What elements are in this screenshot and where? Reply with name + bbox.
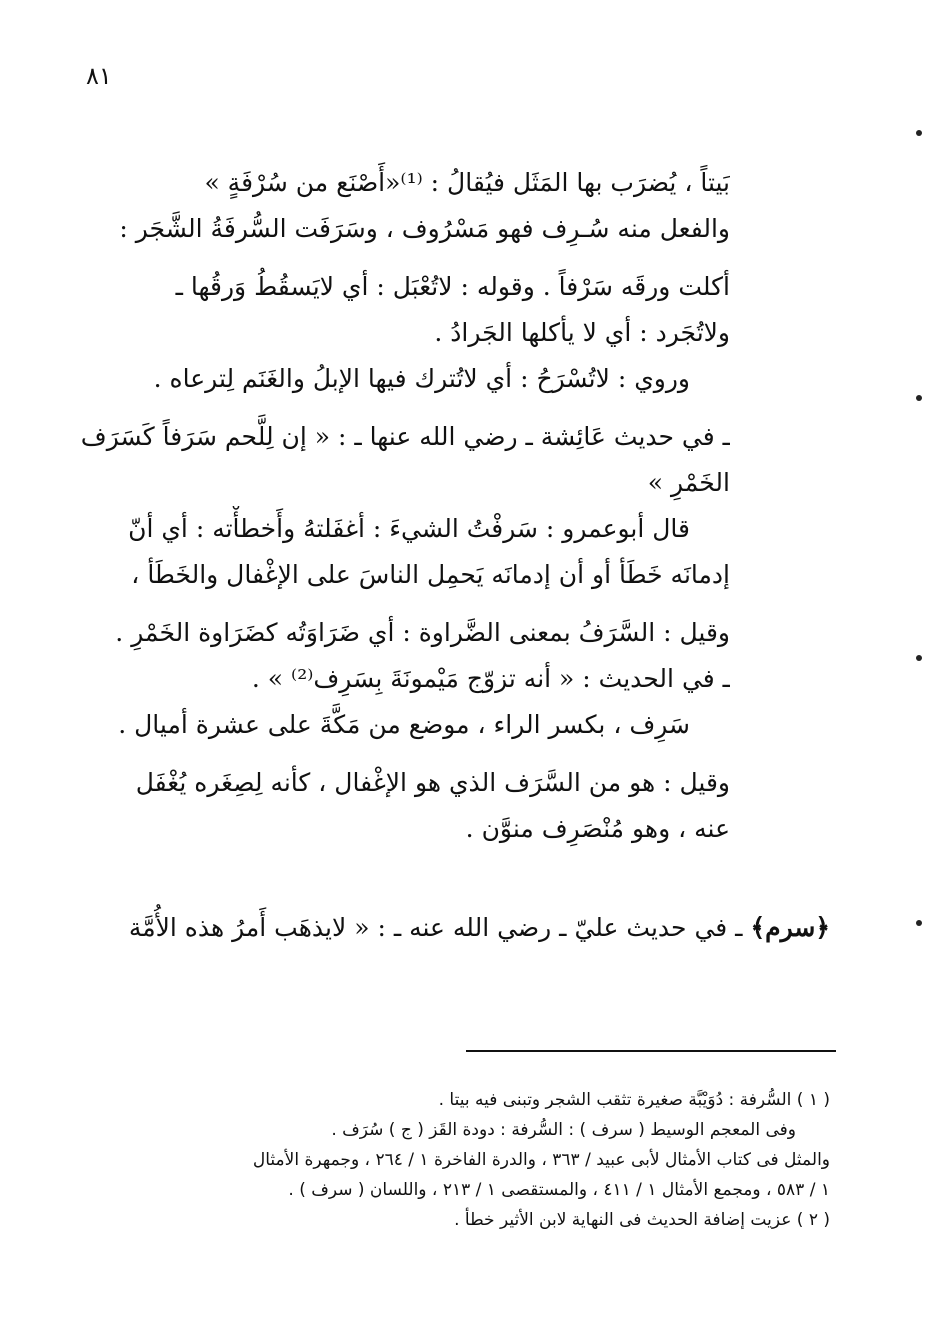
- margin-mark: [916, 920, 922, 926]
- text-line: أكلت ورقَه سَرْفاً . وقوله : لاتُعْبَل : أي لايَسقُطُ وَرقُها ـ: [175, 272, 730, 301]
- margin-mark: [916, 395, 922, 401]
- entry-line: [70, 905, 830, 951]
- entry-headword: ﴿سرم﴾: [750, 913, 830, 942]
- text-line: وروي : لاتُسْرَحُ : أي لاتُترك فيها الإبلُ والغَنَم لِترعاه .: [153, 364, 690, 393]
- footnotes: [70, 1085, 830, 1235]
- margin-mark: [916, 655, 922, 661]
- margin-mark: [916, 130, 922, 136]
- footnote-line: ١ / ٥٨٣ ، ومجمع الأمثال ١ / ٤١١ ، والمستقصى ١ / ٢١٣ ، واللسان ( سرف ) .: [288, 1180, 830, 1200]
- main-text: [70, 160, 730, 852]
- footnote-line: والمثل فى كتاب الأمثال لأبى عبيد / ٣٦٣ ، والدرة الفاخرة ١ / ٢٦٤ ، وجمهرة الأمثال: [252, 1150, 830, 1170]
- text-line: إدمانَه خَطَأ أو أن إدمانَه يَحمِل الناسَ على الإغْفال والخَطَأ ،: [131, 560, 730, 589]
- text-line: الخَمْرِ »: [647, 468, 730, 497]
- text-line: ـ في الحديث : « أنه تزوّج مَيْمونَةَ بِسَرِف⁽²⁾ » .: [251, 664, 730, 693]
- text-line: قال أبوعمرو : سَرفْتُ الشيءَ : أغفَلتهُ وأَخطأْته : أي أنّ: [128, 514, 690, 543]
- text-line: سَرِف ، بكسر الراء ، موضع من مَكَّةَ على عشرة أميال .: [118, 710, 690, 739]
- text-line: بَيتاً ، يُضرَب بها المَثَل فيُقالُ : ⁽¹⁾«أَصْنَع من سُرْفَةٍ »: [204, 168, 730, 197]
- text-line: والفعل منه سُـرِف فهو مَسْرُوف ، وسَرَفَت السُّرفَةُ الشَّجَر :: [119, 214, 730, 243]
- footnote-divider: [466, 1050, 836, 1052]
- text-line: عنه ، وهو مُنْصَرِف منوَّن .: [465, 814, 730, 843]
- entry-text: ـ في حديث عليّ ـ رضي الله عنه ـ : « لايذهَب أَمرُ هذه الأُمَّة: [128, 913, 743, 942]
- text-line: ولاتُجَرد : أي لا يأكلها الجَرادُ .: [434, 318, 730, 347]
- footnote-line: وفى المعجم الوسيط ( سرف ) : السُّرفة : دودة القَز ( ج ) سُرَف .: [331, 1120, 796, 1140]
- text-line: وقيل : السَّرَفُ بمعنى الضَّراوة : أي ضَرَاوَتُه كضَرَاوة الخَمْرِ .: [115, 618, 730, 647]
- footnote-line: ( ١ ) السُّرفة : دُوَيْبَّة صغيرة تثقب الشجر وتبنى فيه بيتا .: [438, 1090, 830, 1110]
- page-number: ٨١: [86, 62, 112, 90]
- footnote-line: ( ٢ ) عزيت إضافة الحديث فى النهاية لابن الأثير خطأ .: [454, 1210, 830, 1230]
- text-line: ـ في حديث عَائِشة ـ رضي الله عنها ـ : « إن لِلَّحم سَرَفاً كَسَرَف: [80, 422, 730, 451]
- text-line: وقيل : هو من السَّرَف الذي هو الإغْفال ، كأنه لِصِغَره يُغْفَل: [135, 768, 730, 797]
